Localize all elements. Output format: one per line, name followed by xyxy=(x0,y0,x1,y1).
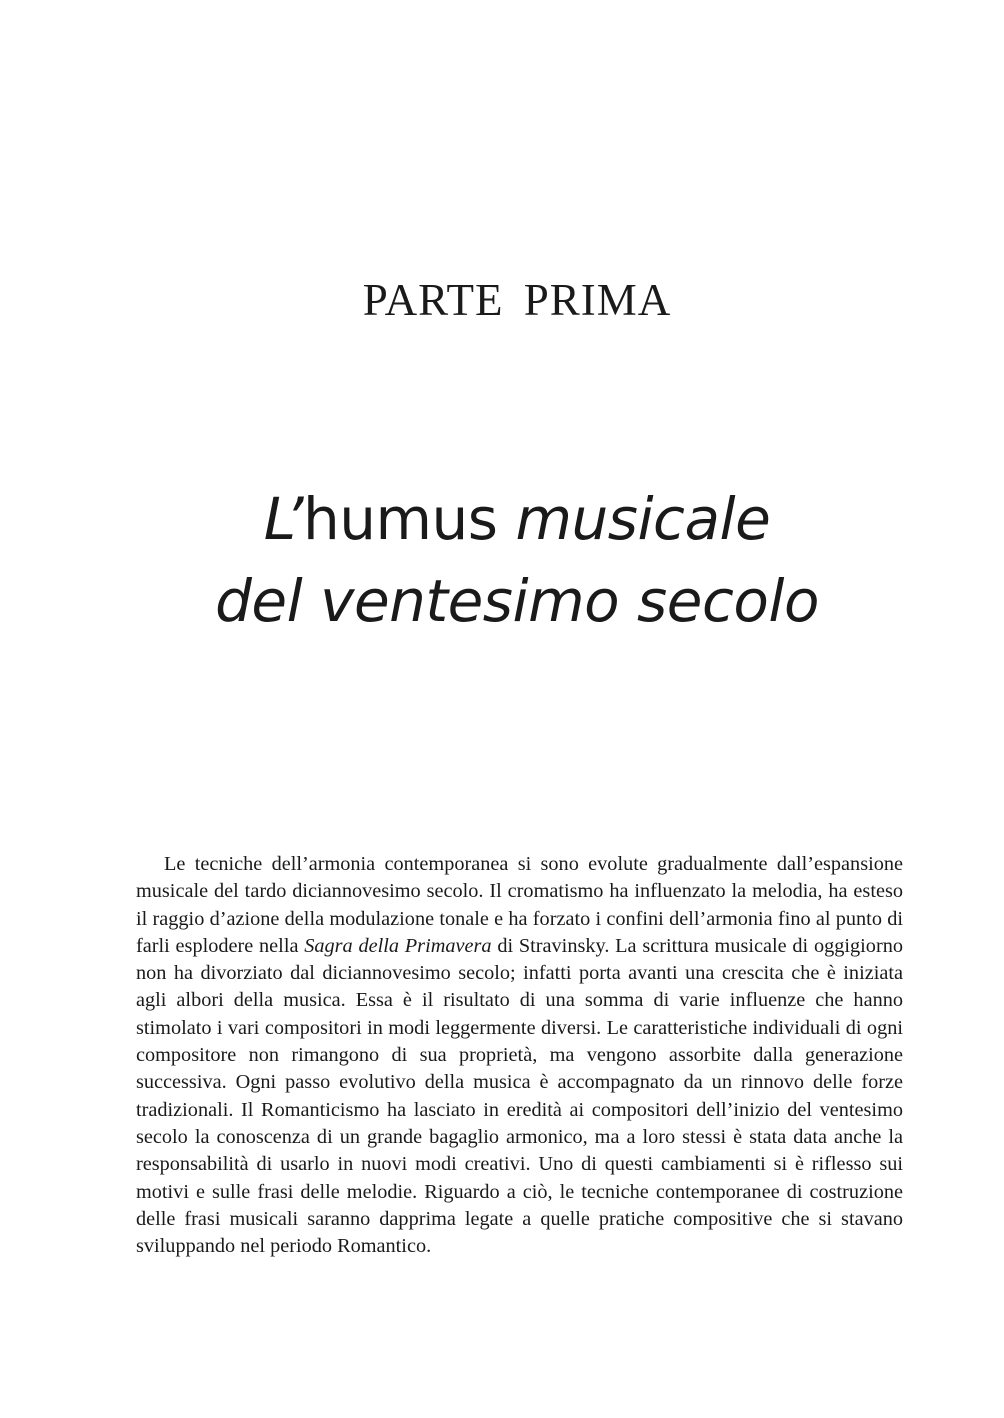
title-line-2: del ventesimo secolo xyxy=(215,567,819,635)
part-heading: PARTE PRIMA xyxy=(362,275,672,325)
title-word-musicale: musicale xyxy=(497,485,771,553)
work-title-italic: Sagra della Primavera xyxy=(304,934,492,957)
title-word-humus: humus xyxy=(303,485,498,553)
chapter-title xyxy=(0,478,1004,642)
body-paragraph xyxy=(136,851,903,1260)
title-line-1 xyxy=(0,478,1004,560)
body-segment-1: Le tecniche dell’armonia contemporanea si sono evolute gradualmente dall’espansione musicale del tardo diciannovesimo secolo. Il cromatismo ha influenzato la melodia, ha esteso il raggio d’azione della modulazione tonale e ha forzato i confini dell’armonia fino al punto di farli esplodere nella xyxy=(136,853,903,957)
title-apostrophe-l: L’ xyxy=(263,485,304,553)
body-segment-2: di Stravinsky. La scrittura musicale di oggigiorno non ha divorziato dal diciannovesimo secolo; infatti porta avanti una crescita che è iniziata agli albori della musica. Essa è il risultato di una somma di varie influenze che hanno stimolato i vari compositori in modi leggermente diversi. Le caratteristiche individuali di ogni compositore non rimangono di sua proprietà, ma vengono assorbite dalla generazione successiva. Ogni passo evolutivo della musica è accompagnato da un rinnovo delle forze tradizionali. Il Romanticismo ha lasciato in eredità ai compositori dell’inizio del ventesimo secolo la conoscenza di un grande bagaglio armonico, ma a loro stessi è stata data anche la responsabilità di usarlo in nuovi modi creativi. Uno di questi cambiamenti si è riflesso sui motivi e sulle frasi delle melodie. Riguardo a ciò, le tecniche contemporanee di costruzione delle frasi musicali saranno dapprima legate a quelle pratiche compositive che si stavano sviluppando nel periodo Romantico. xyxy=(136,934,903,1258)
